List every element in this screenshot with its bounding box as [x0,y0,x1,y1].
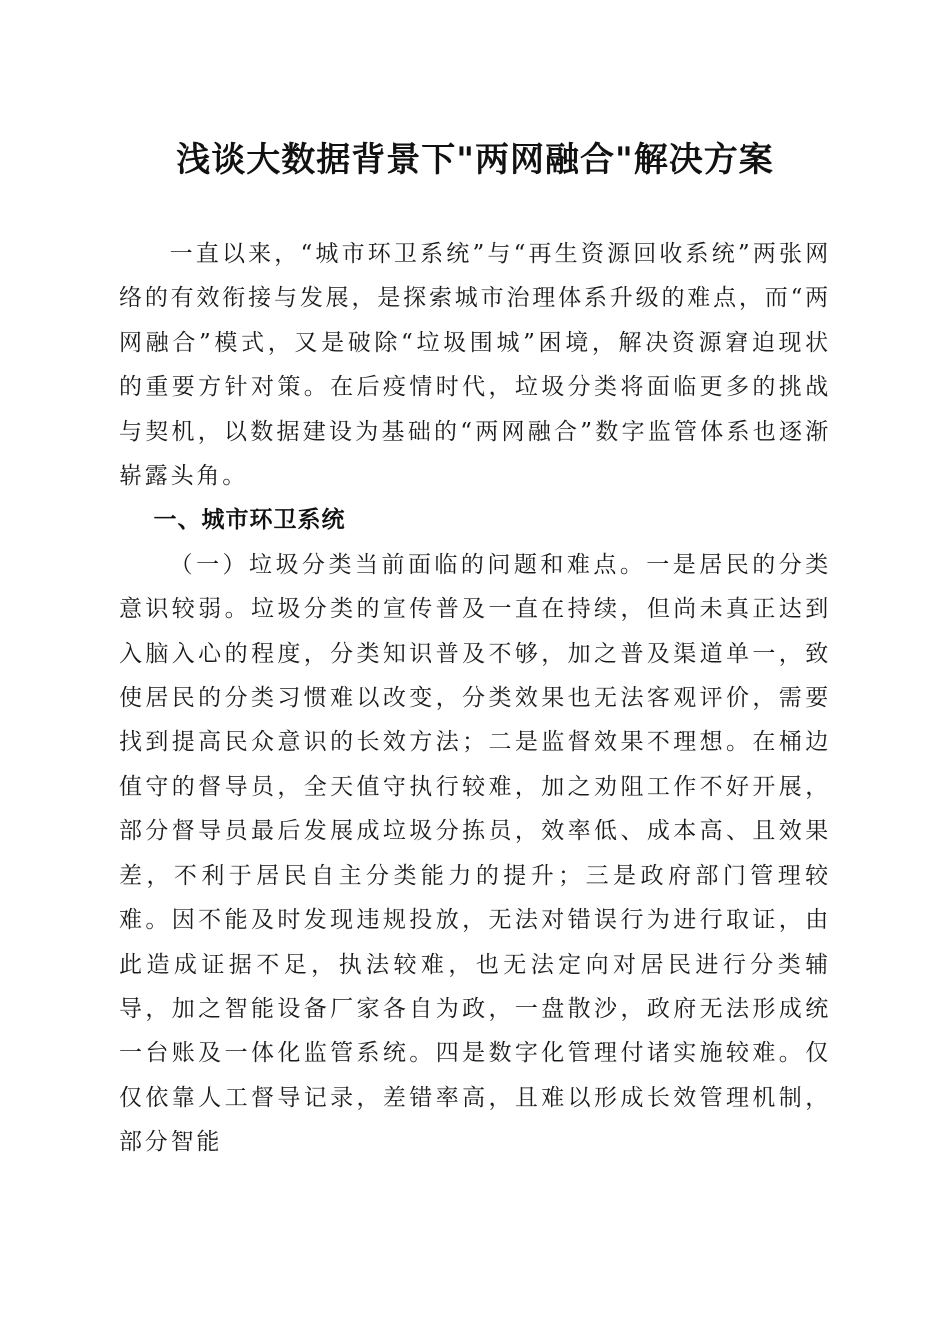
section-heading: 一、城市环卫系统 [153,507,346,534]
document-title: 浅谈大数据背景下"两网融合"解决方案 [176,140,774,180]
intro-paragraph: 一直以来，“城市环卫系统”与“再生资源回收系统”两张网络的有效衔接与发展，是探索城市治理体系升级的难点，而“两网融合”模式，又是破除“垃圾围城”困境，解决资源窘迫现状的重要方针对策。在后疫情时代，垃圾分类将面临更多的挑战与契机，以数据建设为基础的“两网融合”数字监管体系也逐渐崭露头角。 [119,241,831,490]
body-paragraph: （一）垃圾分类当前面临的问题和难点。一是居民的分类意识较弱。垃圾分类的宣传普及一直在持续，但尚未真正达到入脑入心的程度，分类知识普及不够，加之普及渠道单一，致使居民的分类习惯难以改变，分类效果也无法客观评价，需要找到提高民众意识的长效方法；二是监督效果不理想。在桶边值守的督导员，全天值守执行较难，加之劝阻工作不好开展，部分督导员最后发展成垃圾分拣员，效率低、成本高、且效果差，不利于居民自主分类能力的提升；三是政府部门管理较难。因不能及时发现违规投放，无法对错误行为进行取证，由此造成证据不足，执法较难，也无法定向对居民进行分类辅导，加之智能设备厂家各自为政，一盘散沙，政府无法形成统一台账及一体化监管系统。四是数字化管理付诸实施较难。仅仅依靠人工督导记录，差错率高，且难以形成长效管理机制，部分智能 [119,551,831,1156]
document-body [119,232,831,1165]
